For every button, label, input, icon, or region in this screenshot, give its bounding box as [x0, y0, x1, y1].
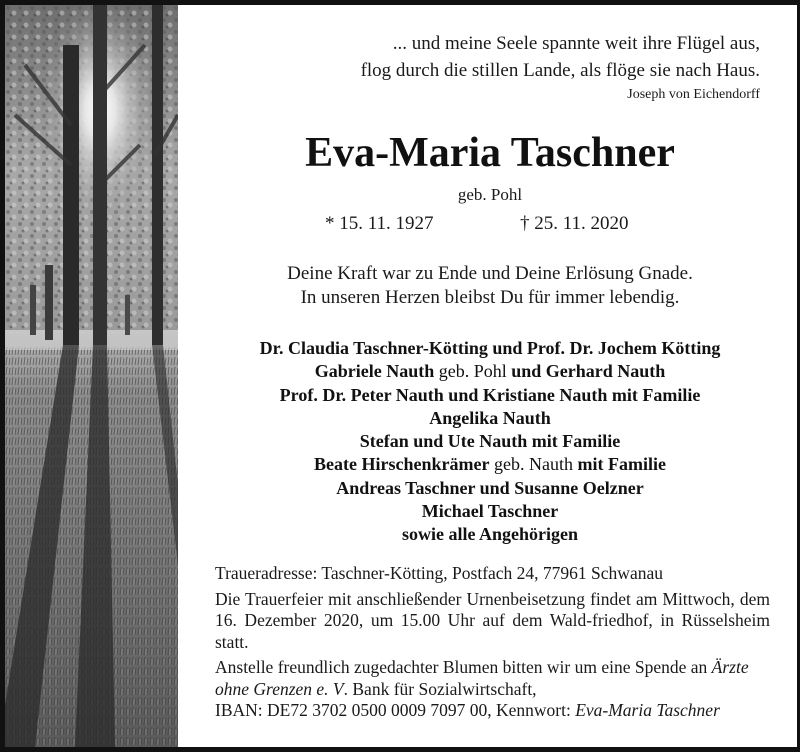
mourner-name: Michael Taschner [421, 501, 559, 522]
donation-bank: . Bank für Sozialwirtschaft, [343, 678, 537, 699]
mourner-maiden-name: geb. Nauth [489, 454, 578, 475]
funeral-info [215, 563, 770, 722]
mourner-line [180, 384, 800, 407]
mourner-line [180, 430, 800, 453]
mourner-name: und Gerhard Nauth [511, 361, 666, 382]
mourner-line [180, 453, 800, 476]
mourner-name: Gabriele Nauth [314, 361, 435, 382]
iban-details: IBAN: DE72 3702 0500 0009 7097 00, Kennwort: [215, 700, 576, 720]
mourner-name: sowie alle Angehörigen [402, 524, 578, 545]
mourner-maiden-name: geb. Pohl [434, 361, 512, 382]
quote-author: Joseph von Eichendorff [627, 87, 760, 102]
verse-line: In unseren Herzen bleibst Du für immer lebendig. [300, 287, 680, 308]
park-trees-photo [5, 5, 178, 747]
ceremony-details: Die Trauerfeier mit anschließender Urnenbeisetzung findet am Mittwoch, dem 16. Dezember 2020, um 15.00 Uhr auf dem Wald-friedhof, in Rüsselsheim statt. [215, 588, 770, 652]
mourner-name: mit Familie [577, 454, 666, 475]
mourner-line [180, 500, 800, 523]
quote-line: ... und meine Seele spannte weit ihre Flügel aus, [392, 33, 760, 54]
mourner-line [180, 407, 800, 430]
donation-keyword: Eva-Maria Taschner [575, 700, 720, 720]
mourner-name: Dr. Claudia Taschner-Kötting und Prof. Dr. Jochem Kötting [259, 338, 721, 358]
death-date: † 25. 11. 2020 [520, 213, 629, 234]
mourner-line [180, 337, 800, 360]
quote-line: flog durch die stillen Lande, als flöge sie nach Haus. [360, 60, 760, 81]
maiden-name: geb. Pohl [457, 185, 523, 204]
birth-date: * 15. 11. 1927 [325, 213, 434, 234]
mourner-name: Andreas Taschner und Susanne Oelzner [336, 477, 644, 498]
mourner-name: Angelika Nauth [429, 407, 551, 428]
donation-intro: Anstelle freundlich zugedachter Blumen bitten wir um eine Spende an [215, 657, 712, 677]
mourner-name: Stefan und Ute Nauth mit Familie [359, 431, 621, 452]
deceased-name: Eva-Maria Taschner [305, 130, 675, 176]
donation-organization: Ärzte ohne Grenzen e. V [215, 657, 749, 699]
mourning-address: Traueradresse: Taschner-Kötting, Postfach 24, 77961 Schwanau [215, 563, 663, 583]
quote-text [200, 30, 760, 84]
mourner-name: Prof. Dr. Peter Nauth und Kristiane Nauth mit Familie [279, 384, 701, 405]
mourner-name: Beate Hirschenkrämer [314, 454, 490, 475]
mourner-line [180, 477, 800, 500]
mourner-line [180, 523, 800, 546]
memorial-verse [180, 262, 800, 310]
mourners-list [180, 337, 800, 547]
verse-line: Deine Kraft war zu Ende und Deine Erlösung Gnade. [287, 263, 693, 284]
mourner-line [180, 360, 800, 383]
donation-request [215, 657, 770, 722]
